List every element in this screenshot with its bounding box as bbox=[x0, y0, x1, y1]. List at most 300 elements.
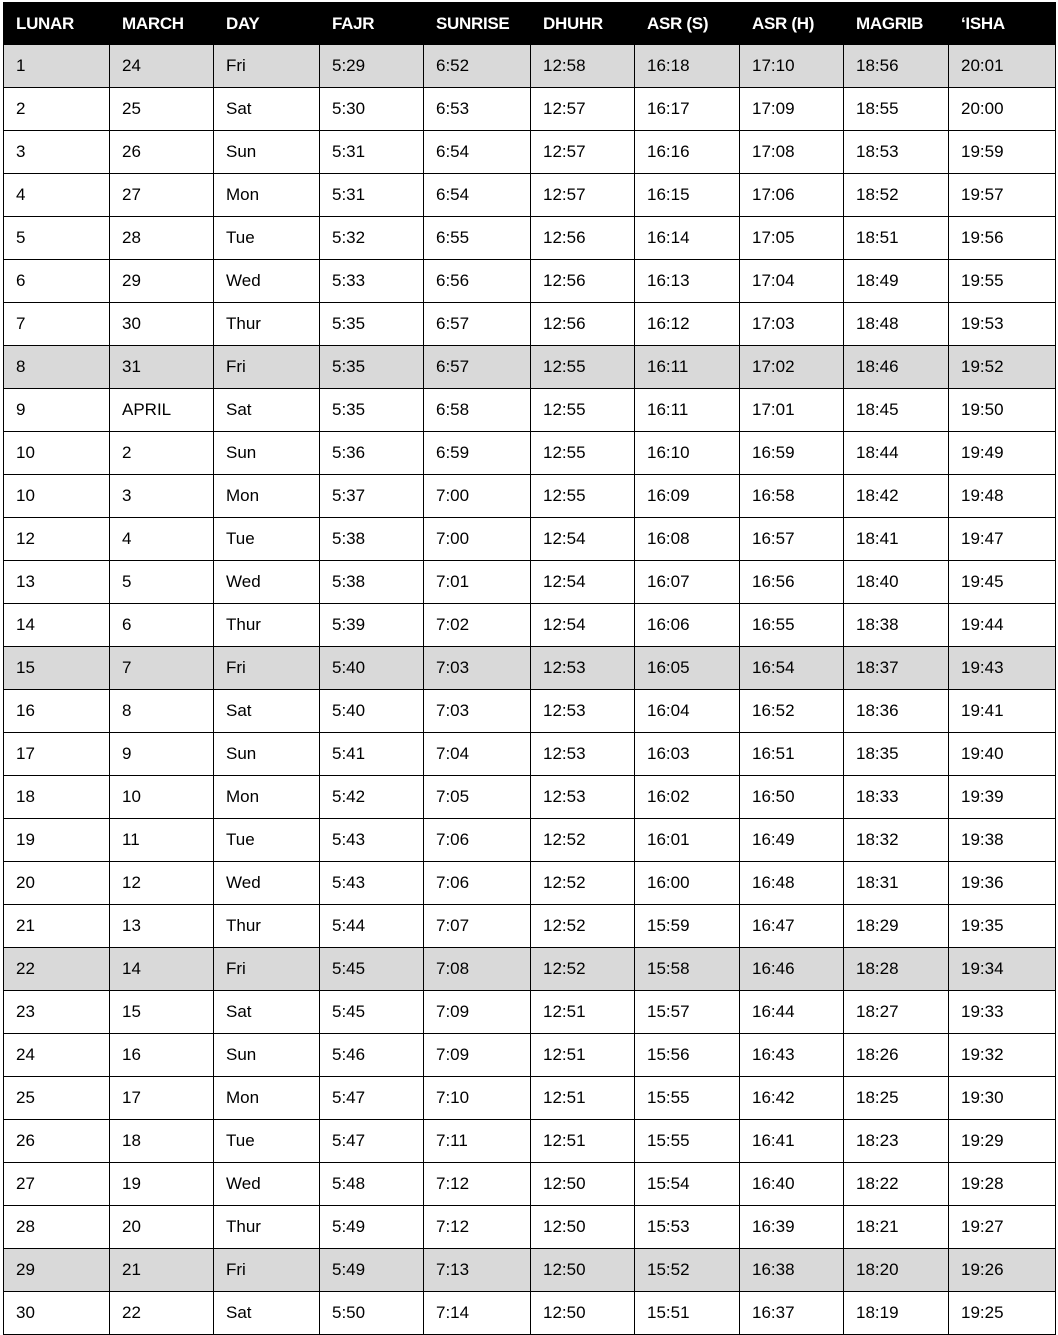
sunrise-time-cell: 7:06 bbox=[424, 819, 531, 862]
sunrise-time-cell: 7:10 bbox=[424, 1077, 531, 1120]
asr-h-time-cell: 17:06 bbox=[740, 174, 844, 217]
march-date-cell: 15 bbox=[110, 991, 214, 1034]
weekday-cell: Tue bbox=[214, 1120, 320, 1163]
magrib-time-cell: 18:22 bbox=[844, 1163, 949, 1206]
lunar-day-cell: 4 bbox=[4, 174, 110, 217]
table-row bbox=[4, 389, 1056, 432]
weekday-cell: Wed bbox=[214, 561, 320, 604]
asr-h-time-cell: 16:54 bbox=[740, 647, 844, 690]
march-date-cell: 18 bbox=[110, 1120, 214, 1163]
asr-h-time-cell: 16:59 bbox=[740, 432, 844, 475]
magrib-time-cell: 18:49 bbox=[844, 260, 949, 303]
asr-s-time-cell: 16:01 bbox=[635, 819, 740, 862]
magrib-time-cell: 18:29 bbox=[844, 905, 949, 948]
fajr-time-cell: 5:33 bbox=[320, 260, 424, 303]
table-row bbox=[4, 733, 1056, 776]
march-date-cell: 26 bbox=[110, 131, 214, 174]
asr-h-time-cell: 16:52 bbox=[740, 690, 844, 733]
lunar-day-cell: 25 bbox=[4, 1077, 110, 1120]
sunrise-time-cell: 7:00 bbox=[424, 518, 531, 561]
asr-h-time-cell: 17:05 bbox=[740, 217, 844, 260]
asr-s-time-cell: 16:04 bbox=[635, 690, 740, 733]
table-row bbox=[4, 346, 1056, 389]
weekday-cell: Fri bbox=[214, 45, 320, 88]
weekday-cell: Wed bbox=[214, 260, 320, 303]
fajr-time-cell: 5:32 bbox=[320, 217, 424, 260]
asr-h-time-cell: 16:58 bbox=[740, 475, 844, 518]
asr-h-time-cell: 16:48 bbox=[740, 862, 844, 905]
weekday-cell: Fri bbox=[214, 346, 320, 389]
asr-h-time-cell: 17:02 bbox=[740, 346, 844, 389]
magrib-time-cell: 18:45 bbox=[844, 389, 949, 432]
asr-h-time-cell: 16:50 bbox=[740, 776, 844, 819]
weekday-cell: Sat bbox=[214, 88, 320, 131]
header-dhuhr: DHUHR bbox=[531, 3, 635, 45]
weekday-cell: Tue bbox=[214, 518, 320, 561]
lunar-day-cell: 16 bbox=[4, 690, 110, 733]
magrib-time-cell: 18:28 bbox=[844, 948, 949, 991]
isha-time-cell: 19:29 bbox=[949, 1120, 1056, 1163]
dhuhr-time-cell: 12:55 bbox=[531, 475, 635, 518]
magrib-time-cell: 18:32 bbox=[844, 819, 949, 862]
asr-s-time-cell: 16:02 bbox=[635, 776, 740, 819]
asr-s-time-cell: 15:51 bbox=[635, 1292, 740, 1335]
asr-h-time-cell: 17:01 bbox=[740, 389, 844, 432]
sunrise-time-cell: 7:05 bbox=[424, 776, 531, 819]
weekday-cell: Sun bbox=[214, 1034, 320, 1077]
magrib-time-cell: 18:37 bbox=[844, 647, 949, 690]
table-row bbox=[4, 905, 1056, 948]
asr-s-time-cell: 15:53 bbox=[635, 1206, 740, 1249]
asr-s-time-cell: 16:10 bbox=[635, 432, 740, 475]
lunar-day-cell: 28 bbox=[4, 1206, 110, 1249]
asr-h-time-cell: 17:04 bbox=[740, 260, 844, 303]
fajr-time-cell: 5:35 bbox=[320, 303, 424, 346]
fajr-time-cell: 5:43 bbox=[320, 862, 424, 905]
header-lunar: LUNAR bbox=[4, 3, 110, 45]
isha-time-cell: 19:59 bbox=[949, 131, 1056, 174]
isha-time-cell: 19:50 bbox=[949, 389, 1056, 432]
sunrise-time-cell: 7:12 bbox=[424, 1206, 531, 1249]
weekday-cell: Mon bbox=[214, 174, 320, 217]
asr-h-time-cell: 16:41 bbox=[740, 1120, 844, 1163]
asr-h-time-cell: 16:38 bbox=[740, 1249, 844, 1292]
fajr-time-cell: 5:30 bbox=[320, 88, 424, 131]
header-row bbox=[4, 3, 1056, 45]
weekday-cell: Sat bbox=[214, 690, 320, 733]
table-row bbox=[4, 862, 1056, 905]
magrib-time-cell: 18:40 bbox=[844, 561, 949, 604]
march-date-cell: 7 bbox=[110, 647, 214, 690]
isha-time-cell: 19:45 bbox=[949, 561, 1056, 604]
lunar-day-cell: 8 bbox=[4, 346, 110, 389]
march-date-cell: 12 bbox=[110, 862, 214, 905]
fajr-time-cell: 5:49 bbox=[320, 1249, 424, 1292]
header-magrib: MAGRIB bbox=[844, 3, 949, 45]
table-row bbox=[4, 217, 1056, 260]
asr-h-time-cell: 17:08 bbox=[740, 131, 844, 174]
isha-time-cell: 19:41 bbox=[949, 690, 1056, 733]
table-row bbox=[4, 45, 1056, 88]
dhuhr-time-cell: 12:56 bbox=[531, 303, 635, 346]
sunrise-time-cell: 7:09 bbox=[424, 991, 531, 1034]
asr-s-time-cell: 16:16 bbox=[635, 131, 740, 174]
lunar-day-cell: 1 bbox=[4, 45, 110, 88]
table-row bbox=[4, 991, 1056, 1034]
march-date-cell: 28 bbox=[110, 217, 214, 260]
fajr-time-cell: 5:45 bbox=[320, 948, 424, 991]
fajr-time-cell: 5:46 bbox=[320, 1034, 424, 1077]
isha-time-cell: 19:40 bbox=[949, 733, 1056, 776]
magrib-time-cell: 18:27 bbox=[844, 991, 949, 1034]
fajr-time-cell: 5:35 bbox=[320, 389, 424, 432]
weekday-cell: Sat bbox=[214, 1292, 320, 1335]
asr-h-time-cell: 16:40 bbox=[740, 1163, 844, 1206]
isha-time-cell: 19:47 bbox=[949, 518, 1056, 561]
asr-s-time-cell: 16:18 bbox=[635, 45, 740, 88]
lunar-day-cell: 18 bbox=[4, 776, 110, 819]
march-date-cell: 11 bbox=[110, 819, 214, 862]
fajr-time-cell: 5:42 bbox=[320, 776, 424, 819]
dhuhr-time-cell: 12:52 bbox=[531, 819, 635, 862]
march-date-cell: 17 bbox=[110, 1077, 214, 1120]
table-row bbox=[4, 432, 1056, 475]
isha-time-cell: 19:34 bbox=[949, 948, 1056, 991]
weekday-cell: Wed bbox=[214, 862, 320, 905]
weekday-cell: Sat bbox=[214, 991, 320, 1034]
lunar-day-cell: 30 bbox=[4, 1292, 110, 1335]
header-asr-h: ASR (H) bbox=[740, 3, 844, 45]
table-row bbox=[4, 690, 1056, 733]
magrib-time-cell: 18:48 bbox=[844, 303, 949, 346]
weekday-cell: Mon bbox=[214, 475, 320, 518]
lunar-day-cell: 17 bbox=[4, 733, 110, 776]
sunrise-time-cell: 6:53 bbox=[424, 88, 531, 131]
march-date-cell: 4 bbox=[110, 518, 214, 561]
lunar-day-cell: 20 bbox=[4, 862, 110, 905]
march-date-cell: 6 bbox=[110, 604, 214, 647]
march-date-cell: 21 bbox=[110, 1249, 214, 1292]
weekday-cell: Fri bbox=[214, 1249, 320, 1292]
magrib-time-cell: 18:23 bbox=[844, 1120, 949, 1163]
sunrise-time-cell: 6:52 bbox=[424, 45, 531, 88]
table-body bbox=[4, 45, 1056, 1335]
lunar-day-cell: 6 bbox=[4, 260, 110, 303]
isha-time-cell: 19:55 bbox=[949, 260, 1056, 303]
asr-h-time-cell: 16:55 bbox=[740, 604, 844, 647]
weekday-cell: Sun bbox=[214, 733, 320, 776]
fajr-time-cell: 5:39 bbox=[320, 604, 424, 647]
lunar-day-cell: 19 bbox=[4, 819, 110, 862]
march-date-cell: 2 bbox=[110, 432, 214, 475]
dhuhr-time-cell: 12:55 bbox=[531, 432, 635, 475]
asr-s-time-cell: 15:55 bbox=[635, 1077, 740, 1120]
lunar-day-cell: 14 bbox=[4, 604, 110, 647]
lunar-day-cell: 23 bbox=[4, 991, 110, 1034]
march-date-cell: 22 bbox=[110, 1292, 214, 1335]
table-row bbox=[4, 174, 1056, 217]
weekday-cell: Sun bbox=[214, 432, 320, 475]
header-day: DAY bbox=[214, 3, 320, 45]
table-row bbox=[4, 1120, 1056, 1163]
march-date-cell: 14 bbox=[110, 948, 214, 991]
lunar-day-cell: 24 bbox=[4, 1034, 110, 1077]
isha-time-cell: 19:32 bbox=[949, 1034, 1056, 1077]
lunar-day-cell: 5 bbox=[4, 217, 110, 260]
lunar-day-cell: 10 bbox=[4, 432, 110, 475]
weekday-cell: Thur bbox=[214, 1206, 320, 1249]
fajr-time-cell: 5:37 bbox=[320, 475, 424, 518]
sunrise-time-cell: 7:13 bbox=[424, 1249, 531, 1292]
asr-h-time-cell: 16:39 bbox=[740, 1206, 844, 1249]
march-date-cell: 27 bbox=[110, 174, 214, 217]
dhuhr-time-cell: 12:50 bbox=[531, 1206, 635, 1249]
header-asr-s: ASR (S) bbox=[635, 3, 740, 45]
asr-s-time-cell: 15:55 bbox=[635, 1120, 740, 1163]
weekday-cell: Tue bbox=[214, 819, 320, 862]
table-row bbox=[4, 518, 1056, 561]
dhuhr-time-cell: 12:51 bbox=[531, 1034, 635, 1077]
march-date-cell: 9 bbox=[110, 733, 214, 776]
fajr-time-cell: 5:40 bbox=[320, 690, 424, 733]
march-date-cell: 19 bbox=[110, 1163, 214, 1206]
table-header bbox=[4, 3, 1056, 45]
fajr-time-cell: 5:29 bbox=[320, 45, 424, 88]
weekday-cell: Mon bbox=[214, 1077, 320, 1120]
fajr-time-cell: 5:41 bbox=[320, 733, 424, 776]
weekday-cell: Fri bbox=[214, 948, 320, 991]
march-date-cell: 29 bbox=[110, 260, 214, 303]
sunrise-time-cell: 7:12 bbox=[424, 1163, 531, 1206]
dhuhr-time-cell: 12:53 bbox=[531, 647, 635, 690]
march-date-cell: 20 bbox=[110, 1206, 214, 1249]
dhuhr-time-cell: 12:50 bbox=[531, 1249, 635, 1292]
isha-time-cell: 19:35 bbox=[949, 905, 1056, 948]
dhuhr-time-cell: 12:58 bbox=[531, 45, 635, 88]
table-row bbox=[4, 948, 1056, 991]
sunrise-time-cell: 7:06 bbox=[424, 862, 531, 905]
asr-s-time-cell: 16:00 bbox=[635, 862, 740, 905]
dhuhr-time-cell: 12:54 bbox=[531, 561, 635, 604]
asr-h-time-cell: 16:44 bbox=[740, 991, 844, 1034]
table-row bbox=[4, 561, 1056, 604]
sunrise-time-cell: 6:57 bbox=[424, 346, 531, 389]
dhuhr-time-cell: 12:57 bbox=[531, 174, 635, 217]
magrib-time-cell: 18:55 bbox=[844, 88, 949, 131]
magrib-time-cell: 18:53 bbox=[844, 131, 949, 174]
sunrise-time-cell: 7:09 bbox=[424, 1034, 531, 1077]
asr-h-time-cell: 16:46 bbox=[740, 948, 844, 991]
magrib-time-cell: 18:21 bbox=[844, 1206, 949, 1249]
march-date-cell: 10 bbox=[110, 776, 214, 819]
fajr-time-cell: 5:31 bbox=[320, 131, 424, 174]
asr-h-time-cell: 16:49 bbox=[740, 819, 844, 862]
fajr-time-cell: 5:44 bbox=[320, 905, 424, 948]
march-date-cell: 3 bbox=[110, 475, 214, 518]
asr-h-time-cell: 17:09 bbox=[740, 88, 844, 131]
sunrise-time-cell: 7:14 bbox=[424, 1292, 531, 1335]
march-date-cell: 31 bbox=[110, 346, 214, 389]
asr-s-time-cell: 16:03 bbox=[635, 733, 740, 776]
weekday-cell: Fri bbox=[214, 647, 320, 690]
isha-time-cell: 19:53 bbox=[949, 303, 1056, 346]
march-date-cell: 5 bbox=[110, 561, 214, 604]
isha-time-cell: 19:26 bbox=[949, 1249, 1056, 1292]
lunar-day-cell: 12 bbox=[4, 518, 110, 561]
table-row bbox=[4, 604, 1056, 647]
asr-h-time-cell: 16:42 bbox=[740, 1077, 844, 1120]
asr-s-time-cell: 16:06 bbox=[635, 604, 740, 647]
dhuhr-time-cell: 12:50 bbox=[531, 1163, 635, 1206]
fajr-time-cell: 5:48 bbox=[320, 1163, 424, 1206]
table-row bbox=[4, 131, 1056, 174]
asr-s-time-cell: 16:17 bbox=[635, 88, 740, 131]
dhuhr-time-cell: 12:53 bbox=[531, 690, 635, 733]
asr-s-time-cell: 15:52 bbox=[635, 1249, 740, 1292]
sunrise-time-cell: 6:57 bbox=[424, 303, 531, 346]
lunar-day-cell: 26 bbox=[4, 1120, 110, 1163]
asr-s-time-cell: 16:11 bbox=[635, 346, 740, 389]
table-row bbox=[4, 1249, 1056, 1292]
table-row bbox=[4, 1163, 1056, 1206]
header-march: MARCH bbox=[110, 3, 214, 45]
dhuhr-time-cell: 12:57 bbox=[531, 88, 635, 131]
lunar-day-cell: 9 bbox=[4, 389, 110, 432]
asr-s-time-cell: 16:07 bbox=[635, 561, 740, 604]
fajr-time-cell: 5:38 bbox=[320, 561, 424, 604]
dhuhr-time-cell: 12:57 bbox=[531, 131, 635, 174]
lunar-day-cell: 3 bbox=[4, 131, 110, 174]
magrib-time-cell: 18:33 bbox=[844, 776, 949, 819]
lunar-day-cell: 2 bbox=[4, 88, 110, 131]
lunar-day-cell: 27 bbox=[4, 1163, 110, 1206]
magrib-time-cell: 18:44 bbox=[844, 432, 949, 475]
magrib-time-cell: 18:51 bbox=[844, 217, 949, 260]
asr-h-time-cell: 16:56 bbox=[740, 561, 844, 604]
weekday-cell: Sun bbox=[214, 131, 320, 174]
sunrise-time-cell: 7:11 bbox=[424, 1120, 531, 1163]
sunrise-time-cell: 6:56 bbox=[424, 260, 531, 303]
sunrise-time-cell: 7:00 bbox=[424, 475, 531, 518]
asr-h-time-cell: 16:37 bbox=[740, 1292, 844, 1335]
fajr-time-cell: 5:45 bbox=[320, 991, 424, 1034]
isha-time-cell: 19:33 bbox=[949, 991, 1056, 1034]
asr-s-time-cell: 16:14 bbox=[635, 217, 740, 260]
asr-s-time-cell: 16:11 bbox=[635, 389, 740, 432]
isha-time-cell: 20:01 bbox=[949, 45, 1056, 88]
sunrise-time-cell: 7:08 bbox=[424, 948, 531, 991]
sunrise-time-cell: 6:54 bbox=[424, 174, 531, 217]
lunar-day-cell: 29 bbox=[4, 1249, 110, 1292]
isha-time-cell: 19:44 bbox=[949, 604, 1056, 647]
magrib-time-cell: 18:31 bbox=[844, 862, 949, 905]
asr-s-time-cell: 15:56 bbox=[635, 1034, 740, 1077]
header-sunrise: SUNRISE bbox=[424, 3, 531, 45]
isha-time-cell: 19:48 bbox=[949, 475, 1056, 518]
weekday-cell: Sat bbox=[214, 389, 320, 432]
isha-time-cell: 19:52 bbox=[949, 346, 1056, 389]
sunrise-time-cell: 7:01 bbox=[424, 561, 531, 604]
dhuhr-time-cell: 12:55 bbox=[531, 389, 635, 432]
fajr-time-cell: 5:47 bbox=[320, 1077, 424, 1120]
table-row bbox=[4, 647, 1056, 690]
lunar-day-cell: 22 bbox=[4, 948, 110, 991]
lunar-day-cell: 15 bbox=[4, 647, 110, 690]
table-row bbox=[4, 1206, 1056, 1249]
magrib-time-cell: 18:25 bbox=[844, 1077, 949, 1120]
table-row bbox=[4, 1034, 1056, 1077]
sunrise-time-cell: 7:02 bbox=[424, 604, 531, 647]
isha-time-cell: 19:25 bbox=[949, 1292, 1056, 1335]
asr-s-time-cell: 15:58 bbox=[635, 948, 740, 991]
header-isha: ‘ISHA bbox=[949, 3, 1056, 45]
march-date-cell: 8 bbox=[110, 690, 214, 733]
isha-time-cell: 19:27 bbox=[949, 1206, 1056, 1249]
dhuhr-time-cell: 12:54 bbox=[531, 518, 635, 561]
march-date-cell: 24 bbox=[110, 45, 214, 88]
asr-s-time-cell: 16:15 bbox=[635, 174, 740, 217]
table-row bbox=[4, 1077, 1056, 1120]
magrib-time-cell: 18:52 bbox=[844, 174, 949, 217]
dhuhr-time-cell: 12:54 bbox=[531, 604, 635, 647]
weekday-cell: Thur bbox=[214, 303, 320, 346]
weekday-cell: Wed bbox=[214, 1163, 320, 1206]
fajr-time-cell: 5:50 bbox=[320, 1292, 424, 1335]
magrib-time-cell: 18:35 bbox=[844, 733, 949, 776]
dhuhr-time-cell: 12:50 bbox=[531, 1292, 635, 1335]
isha-time-cell: 19:56 bbox=[949, 217, 1056, 260]
weekday-cell: Mon bbox=[214, 776, 320, 819]
magrib-time-cell: 18:56 bbox=[844, 45, 949, 88]
table-row bbox=[4, 819, 1056, 862]
sunrise-time-cell: 6:58 bbox=[424, 389, 531, 432]
asr-s-time-cell: 16:09 bbox=[635, 475, 740, 518]
fajr-time-cell: 5:47 bbox=[320, 1120, 424, 1163]
dhuhr-time-cell: 12:56 bbox=[531, 217, 635, 260]
sunrise-time-cell: 7:03 bbox=[424, 647, 531, 690]
dhuhr-time-cell: 12:53 bbox=[531, 776, 635, 819]
asr-s-time-cell: 15:57 bbox=[635, 991, 740, 1034]
asr-h-time-cell: 16:43 bbox=[740, 1034, 844, 1077]
dhuhr-time-cell: 12:51 bbox=[531, 1077, 635, 1120]
march-date-cell: 30 bbox=[110, 303, 214, 346]
asr-h-time-cell: 16:47 bbox=[740, 905, 844, 948]
isha-time-cell: 20:00 bbox=[949, 88, 1056, 131]
fajr-time-cell: 5:43 bbox=[320, 819, 424, 862]
table-row bbox=[4, 776, 1056, 819]
isha-time-cell: 19:28 bbox=[949, 1163, 1056, 1206]
dhuhr-time-cell: 12:52 bbox=[531, 862, 635, 905]
magrib-time-cell: 18:42 bbox=[844, 475, 949, 518]
lunar-day-cell: 10 bbox=[4, 475, 110, 518]
fajr-time-cell: 5:38 bbox=[320, 518, 424, 561]
magrib-time-cell: 18:36 bbox=[844, 690, 949, 733]
table-row bbox=[4, 475, 1056, 518]
fajr-time-cell: 5:49 bbox=[320, 1206, 424, 1249]
asr-h-time-cell: 17:03 bbox=[740, 303, 844, 346]
march-date-cell: 25 bbox=[110, 88, 214, 131]
table-row bbox=[4, 260, 1056, 303]
weekday-cell: Thur bbox=[214, 905, 320, 948]
weekday-cell: Thur bbox=[214, 604, 320, 647]
asr-s-time-cell: 15:59 bbox=[635, 905, 740, 948]
dhuhr-time-cell: 12:52 bbox=[531, 948, 635, 991]
dhuhr-time-cell: 12:51 bbox=[531, 1120, 635, 1163]
magrib-time-cell: 18:26 bbox=[844, 1034, 949, 1077]
fajr-time-cell: 5:36 bbox=[320, 432, 424, 475]
lunar-day-cell: 7 bbox=[4, 303, 110, 346]
asr-h-time-cell: 16:57 bbox=[740, 518, 844, 561]
